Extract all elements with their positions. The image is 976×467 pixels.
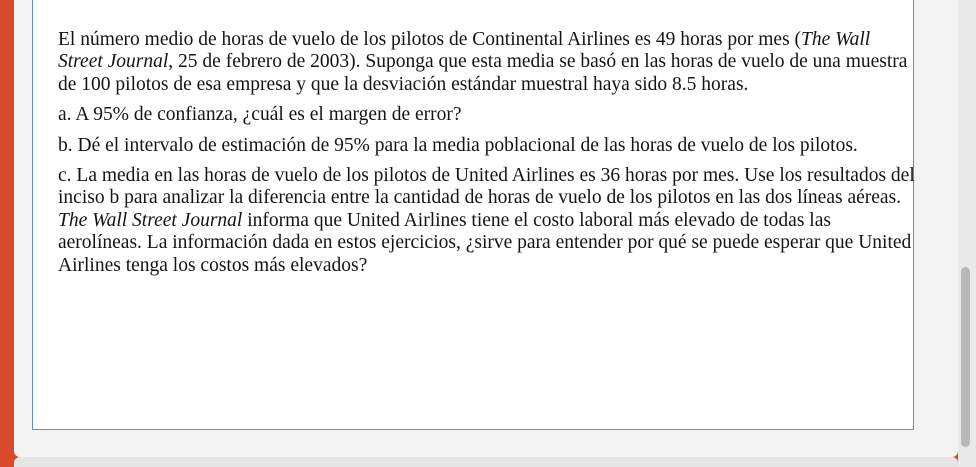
part-b: b. Dé el intervalo de estimación de 95% para la media poblacional de las horas de vuelo de los pilotos. [58,134,858,156]
journal-title: The Wall Street Journal [58,29,871,73]
journal-title-2: The Wall Street Journal [58,209,243,231]
part-c: c. La media en las horas de vuelo de los pilotos de United Airlines es 36 horas por mes. Use los resultados del inciso b para analizar la diferencia entre la cantidad de horas de vuelo de los pilotos en las dos líneas aéreas. The Wall Street Journal informa que United Airlines tiene el costo laboral más elevado de todas las aerolíneas. La información dada en estos ejercicios, ¿sirve para entender por qué se puede esperar que United Airlines tenga los costos más elevados? [58,165,915,276]
part-a: a. A 95% de confianza, ¿cuál es el margen de error? [58,104,462,126]
bottom-bar [14,457,958,467]
problem-intro: El número medio de horas de vuelo de los pilotos de Continental Airlines es 49 horas por mes (The Wall Street Journal, 25 de febrero de 2003). Suponga que esta media se basó en las horas de vuelo de una muestra de 100 pilotos de esa empresa y que la desviación estándar muestral haya sido 8.5 horas. [58,29,908,95]
problem-text [58,29,918,285]
scrollbar-thumb[interactable] [961,267,970,447]
